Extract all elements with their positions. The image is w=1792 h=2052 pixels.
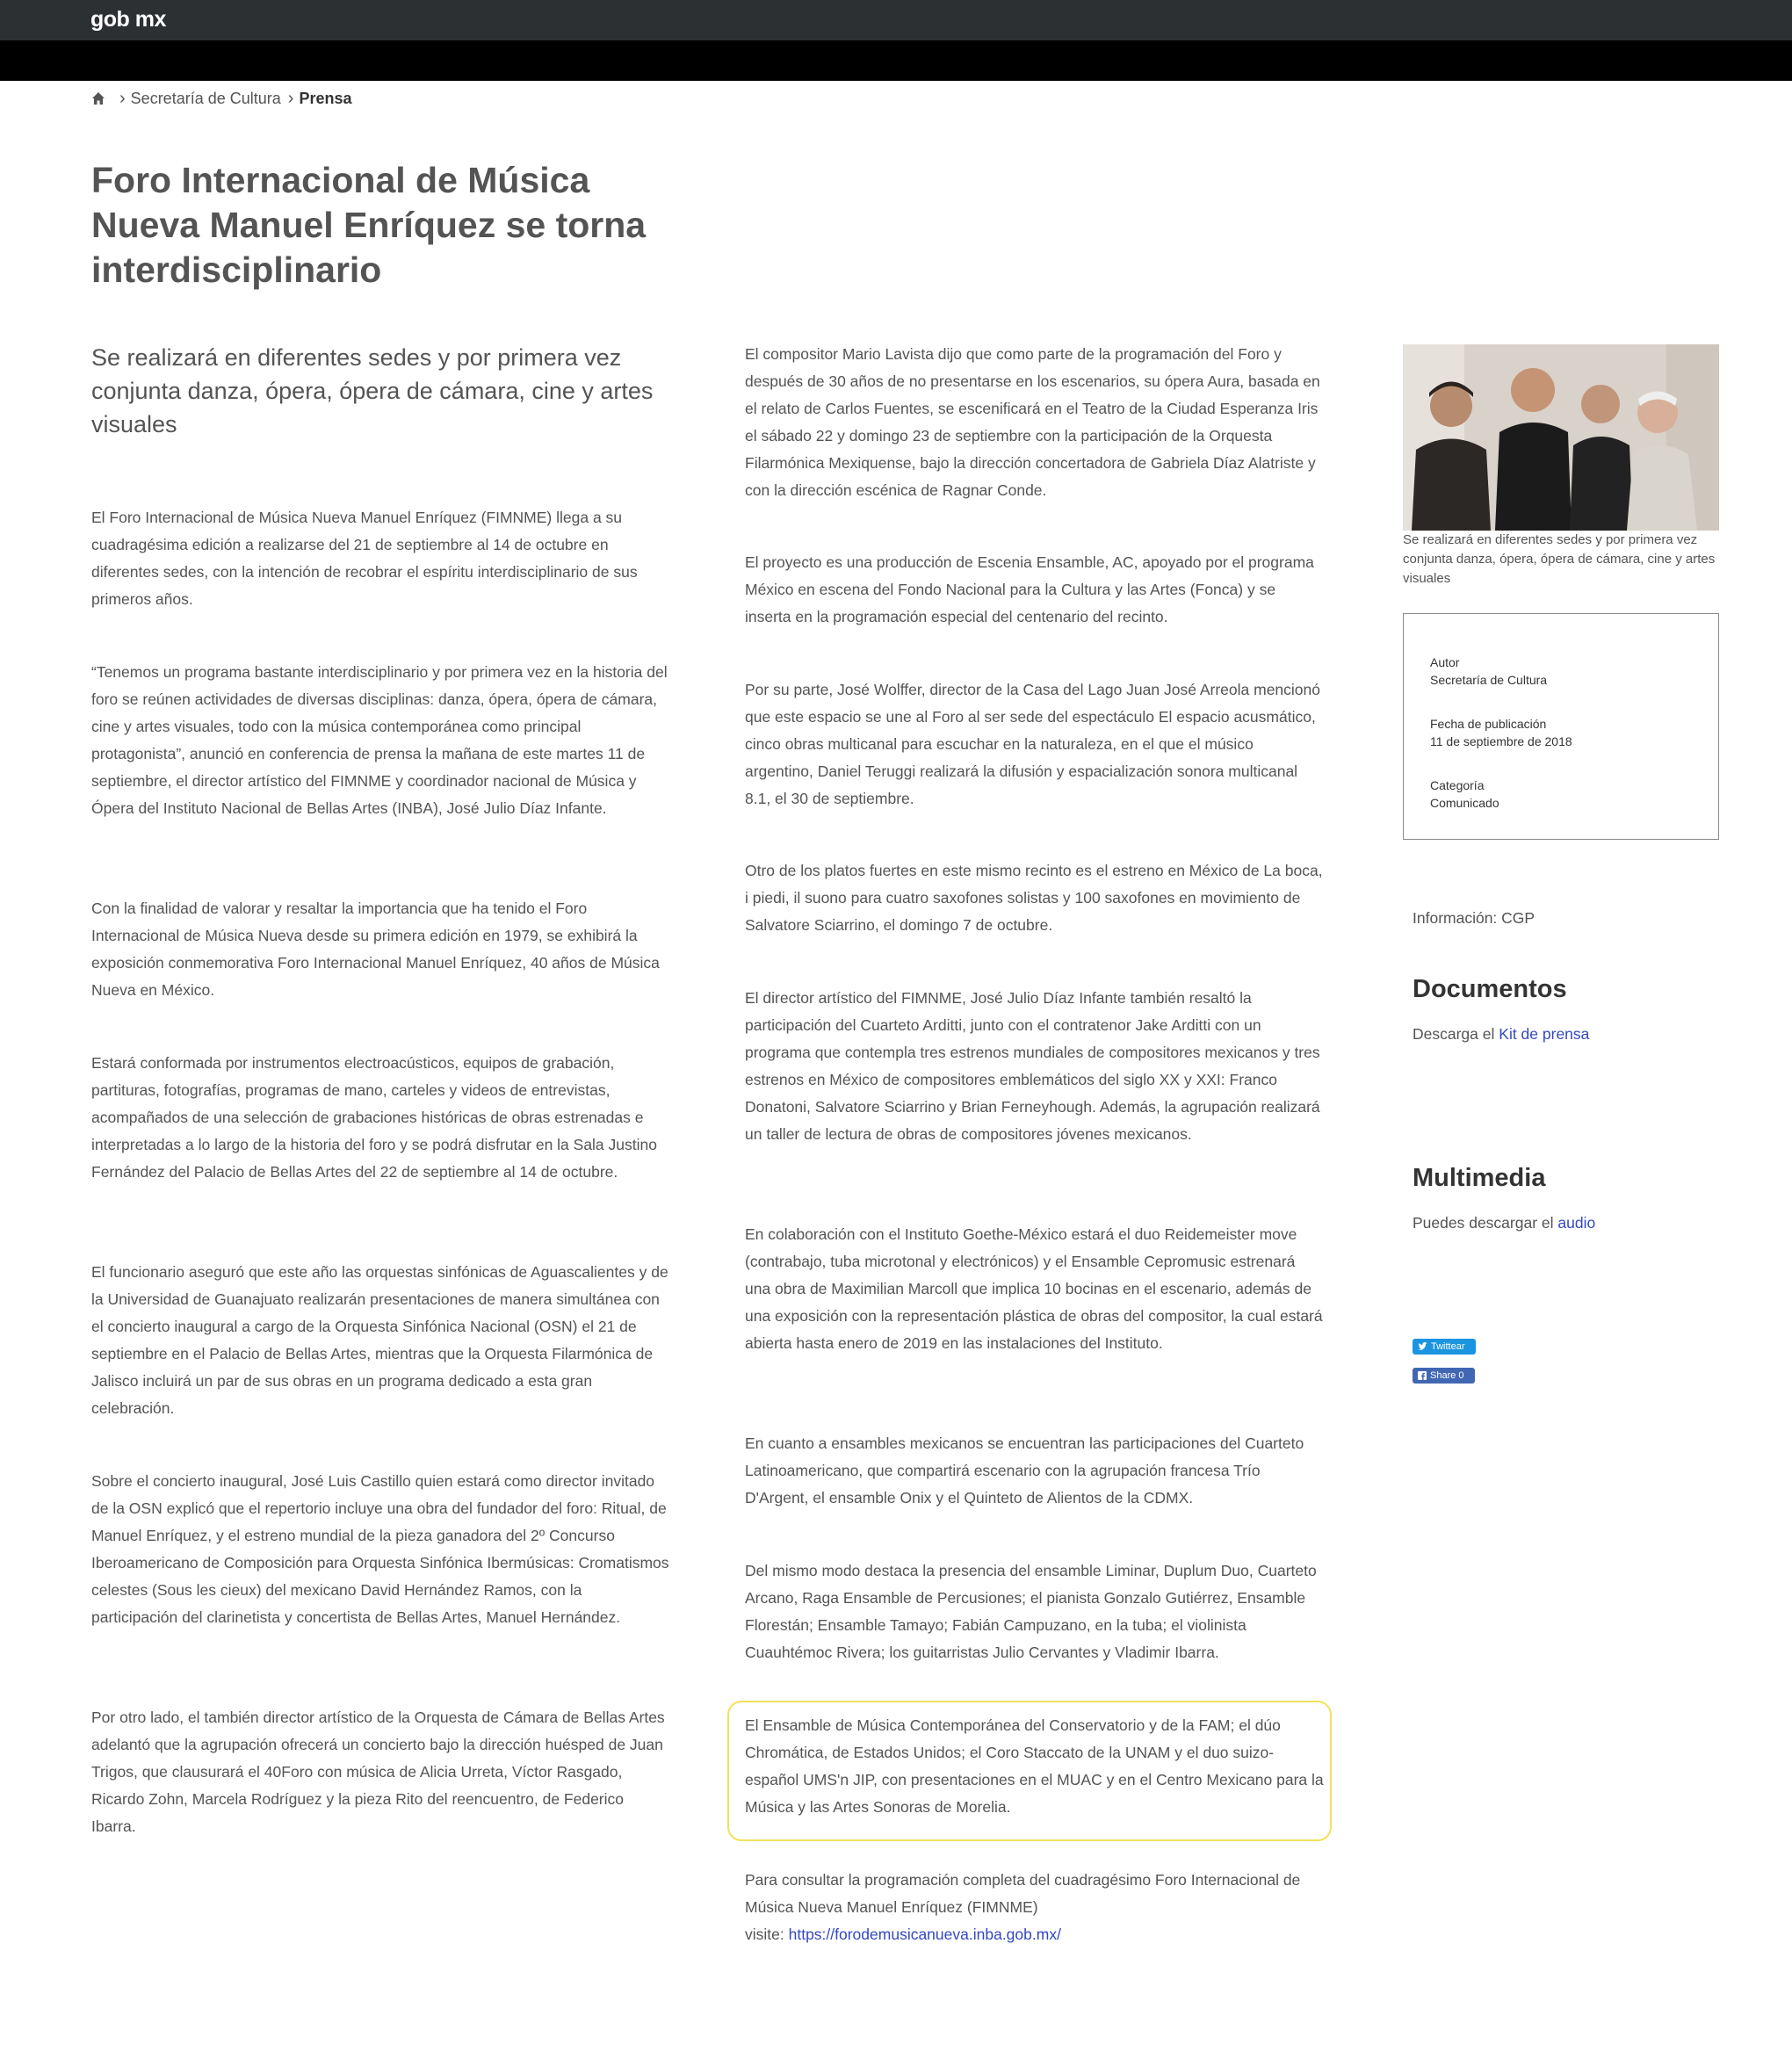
meta-date-value: 11 de septiembre de 2018: [1430, 734, 1572, 748]
gobmx-logo[interactable]: gob mx: [90, 7, 166, 32]
visit-label: visite:: [745, 1926, 784, 1943]
meta-category: [1430, 777, 1499, 812]
foro-website-link[interactable]: https://forodemusicanueva.inba.gob.mx/: [788, 1926, 1061, 1943]
page-subtitle: Se realizará en diferentes sedes y por primera vez conjunta danza, ópera, ópera de cámara, cine y artes visuales: [91, 344, 654, 437]
paragraph: Del mismo modo destaca la presencia del ensamble Liminar, Duplum Duo, Cuarteto Arcano, Raga Ensamble de Percusiones; el pianista Gonzalo Gutiérrez, Ensamble Florestán; Ensamble Tamayo; Fabián Campuzano, en la tuba; el violinista Cuauhtémoc Rivera; los guitarristas Julio Cervantes y Vladimir Ibarra.: [745, 1562, 1317, 1661]
breadcrumb-item-prensa: Prensa: [299, 89, 352, 107]
paragraph: Por su parte, José Wolffer, director de la Casa del Lago Juan José Arreola mencionó que este espacio se une al Foro al ser sede del espectáculo El espacio acusmático, cinco obras multicanal para escuchar en la naturaleza, en el que el músico argentino, Daniel Teruggi realizará la difusión y espacialización sonora multicanal 8.1, el 30 de septiembre.: [745, 681, 1321, 807]
paragraph: Sobre el concierto inaugural, José Luis Castillo quien estará como director invitado de la OSN explicó que el repertorio incluye una obra del fundador del foro: Ritual, de Manuel Enríquez, y el estreno mundial de la pieza ganadora del 2º Concurso Iberoamericano de Composición para Orquesta Sinfónica Ibermúsicas: Cromatismos celestes (Sous les cieux) del mexicano David Hernández Ramos, con la participación del clarinetista y concertista de Bellas Artes, Manuel Hernández.: [91, 1472, 669, 1626]
meta-author: [1430, 654, 1547, 689]
multimedia-prefix: Puedes descargar el: [1413, 1214, 1554, 1232]
home-icon[interactable]: [91, 91, 105, 105]
press-photo-image: [1403, 344, 1719, 531]
paragraph: El funcionario aseguró que este año las orquestas sinfónicas de Aguascalientes y de la Universidad de Guanajuato realizarán presentaciones de manera simultánea con el concierto inaugural a cargo de la Orquesta Sinfónica Nacional (OSN) el 21 de septiembre en el Palacio de Bellas Artes, mientras que la Orquesta Filarmónica de Jalisco incluirá un par de sus obras en un programa dedicado a esta gran celebración.: [91, 1263, 668, 1417]
meta-date: [1430, 715, 1572, 750]
documents-heading: Documentos: [1413, 975, 1567, 1003]
paragraph: En cuanto a ensambles mexicanos se encuentran las participaciones del Cuarteto Latinoamericano, que compartirá escenario con la agrupación francesa Trío D'Argent, el ensamble Onix y el Quinteto de Alientos de la CDMX.: [745, 1434, 1304, 1506]
paragraph: Con la finalidad de valorar y resaltar la importancia que ha tenido el Foro Internacional de Música Nueva desde su primera edición en 1979, se exhibirá la exposición conmemorativa Foro Internacional Manuel Enríquez, 40 años de Música Nueva en México.: [91, 900, 660, 999]
paragraph: “Tenemos un programa bastante interdisciplinario y por primera vez en la historia del foro se reúnen actividades de diversas disciplinas: danza, ópera, ópera de cámara, cine y artes visuales, todo con la música contemporánea como principal protagonista”, anunció en conferencia de prensa la mañana de este martes 11 de septiembre, el director artístico del FIMNME y coordinador nacional de Música y Ópera del Instituto Nacional de Bellas Artes (INBA), José Julio Díaz Infante.: [91, 663, 668, 817]
paragraph: Estará conformada por instrumentos electroacústicos, equipos de grabación, partituras, fotografías, programas de mano, carteles y videos de entrevistas, acompañados de una selección de grabaciones históricas de obras estrenadas e interpretadas a lo largo de la historia del foro y se podrá disfrutar en la Sala Justino Fernández del Palacio de Bellas Artes del 22 de septiembre al 14 de octubre.: [91, 1054, 657, 1181]
twitter-share-label: Twittear: [1431, 1341, 1465, 1352]
audio-link[interactable]: audio: [1557, 1214, 1596, 1232]
facebook-share-label: Share 0: [1430, 1370, 1464, 1381]
paragraph: Por otro lado, el también director artístico de la Orquesta de Cámara de Bellas Artes adelantó que la agrupación ofrecerá un concierto bajo la dirección huésped de Juan Trigos, que clausurará el 40Foro con música de Alicia Urreta, Víctor Rasgado, Ricardo Zohn, Marcela Rodríguez y la pieza Rito del reencuentro, de Federico Ibarra.: [91, 1709, 665, 1835]
article-meta-box: [1403, 613, 1719, 840]
breadcrumb-item-secretaria[interactable]: Secretaría de Cultura: [130, 89, 281, 107]
paragraph: En colaboración con el Instituto Goethe-México estará el duo Reidemeister move (contrabajo, tuba microtonal y electrónicos) y el Ensamble Cepromusic estrenará una obra de Maximilian Marcoll que implica 10 bocinas en el escenario, además de una exposición con la representación plástica de obras del compositor, la cual estará abierta hasta enero de 2019 en las instalaciones del Instituto.: [745, 1225, 1323, 1352]
page-title: Foro Internacional de Música Nueva Manuel Enríquez se torna interdisciplinario: [91, 160, 647, 290]
closing-text: Para consultar la programación completa del cuadragésimo Foro Internacional de Música Nueva Manuel Enríquez (FIMNME): [745, 1871, 1301, 1916]
chevron-right-icon: ›: [287, 89, 294, 108]
press-photo: [1403, 344, 1719, 531]
paragraph: El Foro Internacional de Música Nueva Manuel Enríquez (FIMNME) llega a su cuadragésima edición a realizarse del 21 de septiembre al 14 de octubre en diferentes sedes, con la intención de recobrar el espíritu interdisciplinario de sus primeros años.: [91, 509, 638, 608]
photo-caption: Se realizará en diferentes sedes y por primera vez conjunta danza, ópera, ópera de cámara, cine y artes visuales: [1403, 532, 1716, 586]
highlighted-paragraph: El Ensamble de Música Contemporánea del Conservatorio y de la FAM; el dúo Chromática, de Estados Unidos; el Coro Staccato de la UNAM y el duo suizo-español UMS'n JIP, con presentaciones en el MUAC y en el Centro Mexicano para la Música y las Artes Sonoras de Morelia.: [745, 1716, 1324, 1816]
paragraph: El proyecto es una producción de Escenia Ensamble, AC, apoyado por el programa México en escena del Fondo Nacional para la Cultura y las Artes (Fonca) y se inserta en la programación especial del centenario del recinto.: [745, 553, 1314, 625]
highlight-box: [727, 1701, 1332, 1841]
closing-paragraph: [745, 1867, 1325, 1948]
paragraph: El director artístico del FIMNME, José Julio Díaz Infante también resaltó la participación del Cuarteto Arditti, junto con el contratenor Jake Arditti con un programa que contempla tres estrenos mundiales de compositores mexicanos y tres estrenos en México de compositores emblemáticos del siglo XX y XXI: Franco Donatoni, Salvatore Sciarrino y Brian Ferneyhough. Además, la agrupación realizará un taller de lectura de obras de compositores jóvenes mexicanos.: [745, 989, 1320, 1143]
facebook-share-button[interactable]: [1413, 1368, 1475, 1384]
meta-author-value: Secretaría de Cultura: [1430, 673, 1548, 687]
twitter-share-button[interactable]: [1413, 1339, 1476, 1355]
meta-date-label: Fecha de publicación: [1430, 717, 1547, 731]
facebook-f-icon: [1418, 1371, 1427, 1380]
top-navbar: [0, 0, 1792, 40]
documents-prefix: Descarga el: [1413, 1025, 1495, 1043]
secondary-navbar: [0, 40, 1792, 81]
multimedia-text: [1413, 1211, 1595, 1234]
meta-category-label: Categoría: [1430, 778, 1485, 792]
chevron-right-icon: ›: [119, 89, 126, 108]
paragraph: El compositor Mario Lavista dijo que como parte de la programación del Foro y después de 30 años de no presentarse en los escenarios, su ópera Aura, basada en el relato de Carlos Fuentes, se escenificará en el Teatro de la Ciudad Esperanza Iris el sábado 22 y domingo 23 de septiembre con la participación de la Orquesta Filarmónica Mexiquense, bajo la dirección concertadora de Gabriela Díaz Alatriste y con la dirección escénica de Ragnar Conde.: [745, 345, 1320, 499]
multimedia-heading: Multimedia: [1413, 1164, 1546, 1192]
breadcrumb: [91, 88, 351, 109]
meta-author-label: Autor: [1430, 655, 1460, 669]
twitter-bird-icon: [1418, 1342, 1427, 1351]
meta-category-value: Comunicado: [1430, 796, 1499, 810]
documents-text: [1413, 1022, 1589, 1045]
press-kit-link[interactable]: Kit de prensa: [1499, 1025, 1590, 1043]
paragraph: Otro de los platos fuertes en este mismo recinto es el estreno en México de La boca, i piedi, il suono para cuatro saxofones solistas y 100 saxofones en movimiento de Salvatore Sciarrino, el domingo 7 de octubre.: [745, 862, 1323, 934]
info-source: Información: CGP: [1413, 909, 1535, 927]
